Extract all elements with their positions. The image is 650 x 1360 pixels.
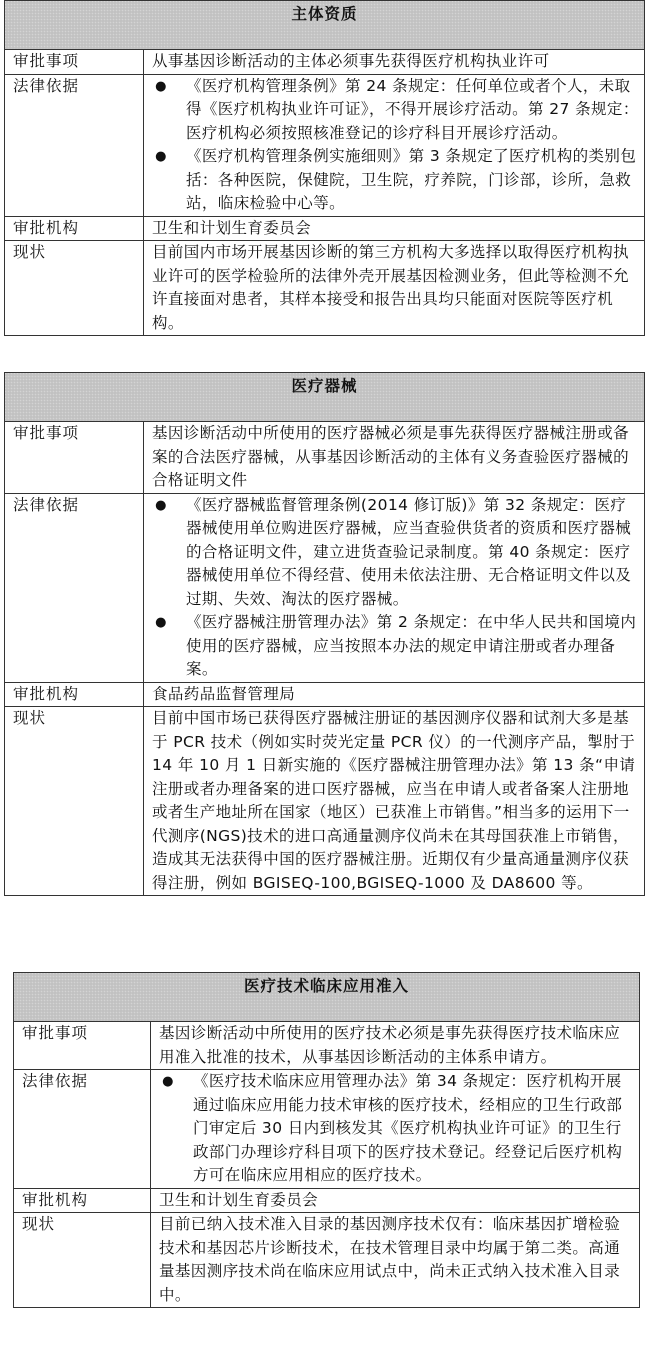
table-row-status-quo (14, 1213, 640, 1308)
section-title: 医疗技术临床应用准入 (14, 973, 640, 1022)
list-item (152, 75, 640, 146)
row-value: 卫生和计划生育委员会 (144, 216, 645, 241)
list-item (159, 1070, 635, 1188)
table-row-approval-authority (5, 216, 645, 241)
table-row-approval-item (14, 1022, 640, 1070)
row-value: 基因诊断活动中所使用的医疗技术必须是事先获得医疗技术临床应用准入批准的技术，从事基因诊断活动的主体系申请方。 (151, 1022, 640, 1070)
row-label: 法律依据 (5, 493, 144, 682)
qualification-table (4, 0, 645, 336)
section-title: 主体资质 (5, 1, 645, 50)
legal-basis-list (159, 1070, 635, 1188)
legal-basis-list (152, 494, 640, 682)
bullet-icon: ● (155, 149, 167, 164)
list-item (152, 611, 640, 682)
table-row-status-quo (5, 707, 645, 896)
row-label: 现状 (5, 241, 144, 336)
list-item-text: 《医疗技术临床应用管理办法》第 34 条规定：医疗机构开展通过临床应用能力技术审核的医疗技术，经相应的卫生行政部门审定后 30 日内到核发其《医疗机构执业许可证》的卫生行政部门办理诊疗科目项下的医疗技术登记。经登记后医疗机构方可在临床应用相应的医疗技术。 (193, 1072, 623, 1184)
row-label: 现状 (14, 1213, 151, 1308)
list-item-text: 《医疗器械监督管理条例(2014 修订版)》第 32 条规定：医疗器械使用单位购进医疗器械，应当查验供货者的资质和医疗器械的合格证明文件，建立进货查验记录制度。第 40 条规定：医疗器械使用单位不得经营、使用未依法注册、无合格证明文件以及过期、失效、淘汰的医疗器械。 (186, 495, 632, 608)
row-value: 食品药品监督管理局 (144, 682, 645, 707)
bullet-icon: ● (162, 1074, 174, 1089)
table-row-status-quo (5, 241, 645, 336)
row-label: 审批机构 (5, 216, 144, 241)
table-row-approval-item (5, 422, 645, 494)
list-item (152, 145, 640, 216)
row-label: 现状 (5, 707, 144, 896)
row-value: 基因诊断活动中所使用的医疗器械必须是事先获得医疗器械注册或备案的合法医疗器械，从事基因诊断活动的主体有义务查验医疗器械的合格证明文件 (144, 422, 645, 494)
list-item-text: 《医疗器械注册管理办法》第 2 条规定：在中华人民共和国境内使用的医疗器械，应当按照本办法的规定申请注册或者办理备案。 (186, 613, 637, 678)
clinical-technology-table (13, 972, 640, 1308)
table-row-approval-authority (5, 682, 645, 707)
row-label: 法律依据 (14, 1070, 151, 1189)
row-label: 审批机构 (5, 682, 144, 707)
table-row-legal-basis (5, 74, 645, 216)
list-item (152, 494, 640, 612)
row-value (144, 74, 645, 216)
bullet-icon: ● (155, 78, 167, 94)
table-row-legal-basis (5, 493, 645, 682)
section-title: 医疗器械 (5, 373, 645, 422)
row-value: 目前中国市场已获得医疗器械注册证的基因测序仪器和试剂大多是基于 PCR 技术（例如实时荧光定量 PCR 仪）的一代测序产品，掣肘于 14 年 10 月 1 日新实施的《医疗器械注册管理办法》第 13 条“申请注册或者办理备案的进口医疗器械，应当在申请人或者备案人注册地或者生产地址所在国家（地区）已获准上市销售。”相当多的运用下一代测序(NGS)技术的进口高通量测序仪尚未在其母国获准上市销售，造成其无法获得中国的医疗器械注册。近期仅有少量高通量测序仪获得注册，例如 BGISEQ-100,BGISEQ-1000 及 DA8600 等。 (144, 707, 645, 896)
row-value: 从事基因诊断活动的主体必须事先获得医疗机构执业许可 (144, 50, 645, 75)
table-row-approval-authority (14, 1188, 640, 1213)
bullet-icon: ● (155, 497, 167, 513)
table-header-row (5, 1, 645, 50)
bullet-icon: ● (155, 615, 167, 630)
table-row-approval-item (5, 50, 645, 75)
list-item-text: 《医疗机构管理条例实施细则》第 3 条规定了医疗机构的类别包括：各种医院，保健院，卫生院，疗养院，门诊部，诊所，急救站，临床检验中心等。 (186, 147, 637, 212)
row-value: 卫生和计划生育委员会 (151, 1188, 640, 1213)
table-header-row (5, 373, 645, 422)
row-label: 审批机构 (14, 1188, 151, 1213)
row-value: 目前国内市场开展基因诊断的第三方机构大多选择以取得医疗机构执业许可的医学检验所的法律外壳开展基因检测业务，但此等检测不允许直接面对患者，其样本接受和报告出具均只能面对医院等医疗机构。 (144, 241, 645, 336)
table-header-row (14, 973, 640, 1022)
row-label: 审批事项 (14, 1022, 151, 1070)
row-value (144, 493, 645, 682)
table-row-legal-basis (14, 1070, 640, 1189)
row-value: 目前已纳入技术准入目录的基因测序技术仅有：临床基因扩增检验技术和基因芯片诊断技术，在技术管理目录中均属于第二类。高通量基因测序技术尚在临床应用试点中，尚未正式纳入技术准入目录中。 (151, 1213, 640, 1308)
row-label: 审批事项 (5, 422, 144, 494)
list-item-text: 《医疗机构管理条例》第 24 条规定：任何单位或者个人，未取得《医疗机构执业许可证》，不得开展诊疗活动。第 27 条规定：医疗机构必须按照核准登记的诊疗科目开展诊疗活动。 (186, 76, 639, 142)
row-label: 法律依据 (5, 74, 144, 216)
legal-basis-list (152, 75, 640, 216)
row-value (151, 1070, 640, 1189)
medical-device-table (4, 372, 645, 896)
row-label: 审批事项 (5, 50, 144, 75)
